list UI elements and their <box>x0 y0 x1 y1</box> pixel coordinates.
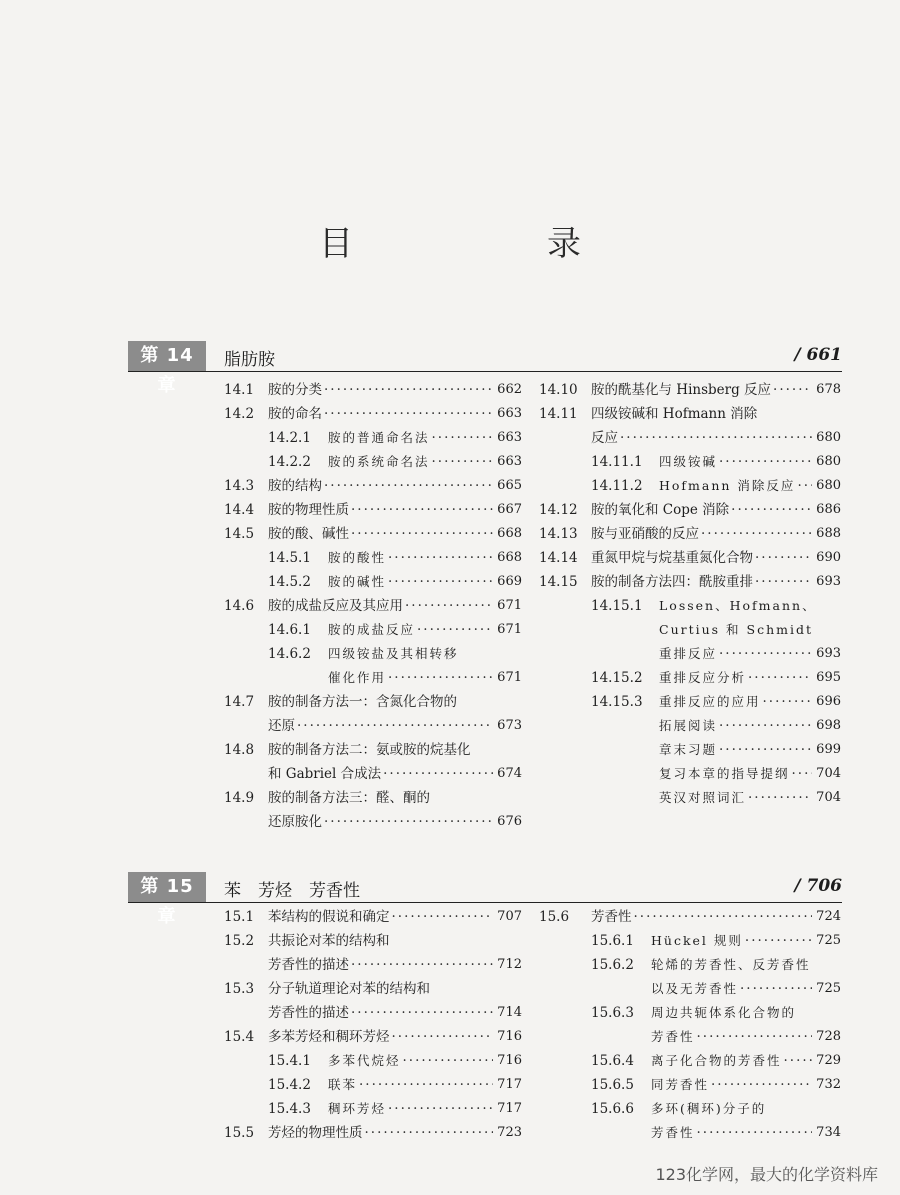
toc-entry[interactable] <box>591 1121 841 1145</box>
toc-entry-page: 714 <box>497 1005 522 1020</box>
toc-entry-page: 704 <box>816 790 841 805</box>
page-title: 目 录 <box>319 224 661 264</box>
toc-entry[interactable] <box>268 642 522 666</box>
toc-entry-title: 胺与亚硝酸的反应 <box>591 526 699 542</box>
toc-entry-number: 15.2 <box>224 933 255 949</box>
toc-entry-page: 693 <box>816 646 841 661</box>
leader-dots <box>719 714 812 738</box>
toc-entry-number: 14.9 <box>224 790 255 806</box>
leader-dots <box>773 378 812 402</box>
toc-entry-page: 667 <box>497 502 522 517</box>
toc-entry-number <box>224 953 268 977</box>
leader-dots <box>324 378 493 402</box>
leader-dots <box>763 690 813 714</box>
toc-entry[interactable] <box>224 690 522 714</box>
toc-entry[interactable] <box>539 905 841 929</box>
toc-entry-number: 14.2 <box>224 406 255 422</box>
toc-entry-title: 芳烃的物理性质 <box>268 1125 363 1141</box>
toc-entry-title: 催化作用 <box>328 670 387 685</box>
toc-entry-number: 15.5 <box>224 1125 255 1141</box>
toc-entry-title: 还原 <box>268 718 295 734</box>
toc-entry[interactable] <box>591 714 841 738</box>
toc-entry-number: 15.6.2 <box>591 957 634 973</box>
leader-dots <box>388 1097 493 1121</box>
toc-entry-number: 14.14 <box>539 550 578 566</box>
toc-entry-title: 多苯代烷烃 <box>328 1053 401 1068</box>
toc-entry-page: 690 <box>816 550 841 565</box>
toc-entry-number: 15.6.1 <box>591 933 634 949</box>
leader-dots <box>351 498 493 522</box>
leader-dots <box>324 402 493 426</box>
toc-entry-page: 693 <box>816 574 841 589</box>
toc-entry-number: 15.6.6 <box>591 1101 634 1117</box>
toc-entry-page: 663 <box>497 454 522 469</box>
toc-entry-number: 15.4.3 <box>268 1101 311 1117</box>
leader-dots <box>748 666 812 690</box>
toc-entry[interactable] <box>591 929 841 953</box>
toc-entry-title: 多苯芳烃和稠环芳烃 <box>268 1029 390 1045</box>
toc-entry[interactable] <box>591 474 841 498</box>
toc-entry-page: 698 <box>816 718 841 733</box>
leader-dots <box>697 1121 813 1145</box>
toc-entry[interactable] <box>591 1049 841 1073</box>
toc-entry-number: 14.10 <box>539 382 578 398</box>
leader-dots <box>405 594 493 618</box>
leader-dots <box>719 642 812 666</box>
toc-entry-page: 671 <box>497 622 522 637</box>
toc-entry-number: 14.5 <box>224 526 255 542</box>
toc-entry-title: 同芳香性 <box>651 1077 710 1092</box>
toc-entry-number: 15.4 <box>224 1029 255 1045</box>
toc-entry-number: 14.3 <box>224 478 255 494</box>
leader-dots <box>784 1049 813 1073</box>
chapter-badge: 第 15 章 <box>128 872 206 902</box>
toc-entry[interactable] <box>268 426 522 450</box>
toc-entry-number: 15.6 <box>539 909 570 925</box>
toc-entry-number <box>591 786 659 810</box>
chapter-page: / 661 <box>794 345 842 365</box>
toc-entry-number: 15.6.4 <box>591 1053 634 1069</box>
toc-entry-page: 688 <box>816 526 841 541</box>
toc-entry[interactable] <box>591 666 841 690</box>
leader-dots <box>719 738 812 762</box>
toc-entry-title: 芳香性的描述 <box>268 1005 349 1021</box>
leader-dots <box>351 1001 493 1025</box>
toc-entry[interactable] <box>591 977 841 1001</box>
leader-dots <box>392 905 494 929</box>
toc-entry[interactable] <box>224 498 522 522</box>
toc-entry-title: 稠环芳烃 <box>328 1101 387 1116</box>
leader-dots <box>432 426 494 450</box>
toc-entry[interactable] <box>539 378 841 402</box>
toc-entry-number <box>591 738 659 762</box>
toc-entry-title: 胺的酰基化与 Hinsberg 反应 <box>591 382 772 398</box>
leader-dots <box>403 1049 494 1073</box>
leader-dots <box>383 762 493 786</box>
toc-entry-title: 胺的制备方法二：氨或胺的烷基化 <box>268 742 471 758</box>
leader-dots <box>701 522 812 546</box>
toc-entry-page: 663 <box>497 430 522 445</box>
toc-entry-page: 665 <box>497 478 522 493</box>
toc-entry-number: 14.15.1 <box>591 598 643 614</box>
leader-dots <box>297 714 493 738</box>
toc-entry-title: 四级铵盐及其相转移 <box>328 646 459 661</box>
toc-entry-title: 重氮甲烷与烷基重氮化合物 <box>591 550 753 566</box>
leader-dots <box>711 1073 812 1097</box>
toc-entry-title: 离子化合物的芳香性 <box>651 1053 782 1068</box>
toc-entry-title: 章末习题 <box>659 742 718 757</box>
toc-entry[interactable] <box>268 666 522 690</box>
toc-entry-page: 680 <box>816 430 841 445</box>
leader-dots <box>388 546 493 570</box>
toc-entry-page: 729 <box>816 1053 841 1068</box>
toc-entry-page: 723 <box>497 1125 522 1140</box>
toc-entry-page: 716 <box>497 1029 522 1044</box>
toc-entry-number <box>591 977 651 1001</box>
toc-entry-page: 725 <box>816 933 841 948</box>
toc-entry-title: 还原胺化 <box>268 814 322 830</box>
leader-dots <box>351 522 493 546</box>
toc-entry-number: 15.4.2 <box>268 1077 311 1093</box>
toc-entry-title: 胺的制备方法一：含氮化合物的 <box>268 694 457 710</box>
toc-entry[interactable] <box>539 402 841 426</box>
toc-entry-number <box>591 1025 651 1049</box>
toc-entry-number <box>591 1121 651 1145</box>
toc-entry-title: 共振论对苯的结构和 <box>268 933 390 949</box>
toc-entry-number: 14.15.3 <box>591 694 643 710</box>
toc-entry-page: 712 <box>497 957 522 972</box>
toc-entry-page: 707 <box>497 909 522 924</box>
toc-entry-number: 14.11.1 <box>591 454 643 470</box>
toc-entry-title: 重排反应的应用 <box>659 694 761 709</box>
toc-entry-title: 和 Gabriel 合成法 <box>268 766 382 782</box>
leader-dots <box>697 1025 813 1049</box>
toc-entry-title: Lossen、Hofmann、 <box>659 598 817 613</box>
toc-entry-title: 胺的物理性质 <box>268 502 349 518</box>
leader-dots <box>719 450 812 474</box>
chapter-page: / 706 <box>794 876 842 896</box>
toc-entry[interactable] <box>224 474 522 498</box>
leader-dots <box>755 546 812 570</box>
watermark: 123化学网，最大的化学资料库 <box>655 1165 878 1184</box>
toc-entry-title: Curtius 和 Schmidt <box>659 622 814 637</box>
toc-entry-title: 胺的命名 <box>268 406 322 422</box>
toc-entry-number <box>268 666 328 690</box>
toc-entry-page: 673 <box>497 718 522 733</box>
toc-entry-number <box>591 762 659 786</box>
toc-entry[interactable] <box>224 905 522 929</box>
toc-entry-title: 胺的系统命名法 <box>328 454 430 469</box>
toc-entry-page: 717 <box>497 1101 522 1116</box>
toc-entry-page: 695 <box>816 670 841 685</box>
toc-entry-title: 芳香性 <box>591 909 632 925</box>
toc-entry-title: 胺的结构 <box>268 478 322 494</box>
toc-entry[interactable] <box>224 953 522 977</box>
toc-entry[interactable] <box>591 1001 841 1025</box>
toc-entry-number: 14.6 <box>224 598 255 614</box>
leader-dots <box>432 450 494 474</box>
toc-entry-page: 680 <box>816 454 841 469</box>
leader-dots <box>740 977 812 1001</box>
leader-dots <box>797 474 812 498</box>
toc-entry-number: 14.11.2 <box>591 478 643 494</box>
toc-entry-page: 717 <box>497 1077 522 1092</box>
toc-entry-page: 699 <box>816 742 841 757</box>
toc-entry-number: 15.1 <box>224 909 255 925</box>
toc-entry-title: 分子轨道理论对苯的结构和 <box>268 981 430 997</box>
toc-entry-number: 14.2.1 <box>268 430 311 446</box>
toc-entry-page: 680 <box>816 478 841 493</box>
toc-entry[interactable] <box>591 1097 841 1121</box>
toc-entry[interactable] <box>224 810 522 834</box>
toc-entry-number: 15.6.3 <box>591 1005 634 1021</box>
toc-entry[interactable] <box>224 1001 522 1025</box>
toc-entry-page: 674 <box>497 766 522 781</box>
toc-entry-page: 676 <box>497 814 522 829</box>
toc-entry[interactable] <box>591 786 841 810</box>
toc-entry-number: 15.6.5 <box>591 1077 634 1093</box>
toc-entry-title: 重排反应分析 <box>659 670 747 685</box>
toc-entry-page: 671 <box>497 598 522 613</box>
toc-entry-number: 14.11 <box>539 406 578 422</box>
toc-entry[interactable] <box>224 594 522 618</box>
toc-entry-title: 胺的酸性 <box>328 550 387 565</box>
toc-entry-number: 14.15 <box>539 574 578 590</box>
toc-entry-title: 多环(稠环)分子的 <box>651 1101 767 1116</box>
toc-entry[interactable] <box>539 498 841 522</box>
toc-entry-number: 14.5.2 <box>268 574 311 590</box>
toc-entry-title: 芳香性 <box>651 1029 695 1044</box>
toc-entry-title: 联苯 <box>328 1077 358 1092</box>
toc-entry[interactable] <box>224 402 522 426</box>
toc-entry-number: 15.3 <box>224 981 255 997</box>
toc-entry-title: 轮烯的芳香性、反芳香性 <box>651 957 811 972</box>
toc-entry-number <box>224 762 268 786</box>
toc-entry-number: 14.13 <box>539 526 578 542</box>
toc-entry-page: 732 <box>816 1077 841 1092</box>
toc-entry[interactable] <box>539 426 841 450</box>
toc-entry[interactable] <box>591 450 841 474</box>
toc-entry-title: 胺的分类 <box>268 382 322 398</box>
toc-entry-title: 四级铵碱 <box>659 454 718 469</box>
toc-entry-page: 734 <box>816 1125 841 1140</box>
toc-entry-number <box>591 642 659 666</box>
toc-entry[interactable] <box>268 618 522 642</box>
toc-entry[interactable] <box>268 1049 522 1073</box>
leader-dots <box>731 498 812 522</box>
toc-entry-page: 716 <box>497 1053 522 1068</box>
toc-entry-title: 胺的制备方法四：酰胺重排 <box>591 574 753 590</box>
toc-entry[interactable] <box>591 762 841 786</box>
toc-entry-number <box>591 618 659 642</box>
toc-entry-number <box>591 714 659 738</box>
leader-dots <box>359 1073 493 1097</box>
toc-entry-title: 胺的普通命名法 <box>328 430 430 445</box>
toc-entry[interactable] <box>591 594 841 618</box>
toc-entry[interactable] <box>591 690 841 714</box>
toc-entry-title: 胺的成盐反应及其应用 <box>268 598 403 614</box>
leader-dots <box>324 810 493 834</box>
toc-entry[interactable] <box>224 929 522 953</box>
toc-entry[interactable] <box>268 570 522 594</box>
toc-entry-page: 724 <box>816 909 841 924</box>
leader-dots <box>365 1121 494 1145</box>
leader-dots <box>324 474 493 498</box>
toc-entry[interactable] <box>591 1025 841 1049</box>
toc-entry-title: 胺的成盐反应 <box>328 622 416 637</box>
toc-entry[interactable] <box>224 378 522 402</box>
toc-entry-page: 668 <box>497 526 522 541</box>
toc-entry[interactable] <box>224 1121 522 1145</box>
toc-entry-page: 704 <box>816 766 841 781</box>
chapter-title: 苯 芳烃 芳香性 <box>224 881 360 901</box>
toc-entry[interactable] <box>268 450 522 474</box>
toc-entry[interactable] <box>224 1025 522 1049</box>
toc-entry-number <box>224 810 268 834</box>
toc-entry-title: 胺的氧化和 Cope 消除 <box>591 502 730 518</box>
toc-entry-title: 苯结构的假说和确定 <box>268 909 390 925</box>
toc-entry[interactable] <box>224 738 522 762</box>
toc-entry[interactable] <box>539 546 841 570</box>
leader-dots <box>388 570 493 594</box>
toc-entry-title: 芳香性的描述 <box>268 957 349 973</box>
toc-entry-page: 686 <box>816 502 841 517</box>
chapter-title: 脂肪胺 <box>224 350 275 370</box>
toc-entry[interactable] <box>591 953 841 977</box>
toc-entry-number: 14.7 <box>224 694 255 710</box>
toc-entry-page: 696 <box>816 694 841 709</box>
toc-entry-page: 663 <box>497 406 522 421</box>
toc-entry-title: 胺的酸、碱性 <box>268 526 349 542</box>
toc-entry-title: 反应 <box>591 430 618 446</box>
toc-entry-number <box>224 1001 268 1025</box>
toc-entry[interactable] <box>268 1073 522 1097</box>
toc-entry-number: 14.4 <box>224 502 255 518</box>
toc-entry[interactable] <box>591 1073 841 1097</box>
toc-entry-title: 四级铵碱和 Hofmann 消除 <box>591 406 758 422</box>
leader-dots <box>634 905 813 929</box>
toc-entry-number: 14.15.2 <box>591 670 643 686</box>
chapter-badge: 第 14 章 <box>128 341 206 371</box>
leader-dots <box>755 570 812 594</box>
toc-entry-number: 14.8 <box>224 742 255 758</box>
toc-entry-title: 复习本章的指导提纲 <box>659 766 790 781</box>
toc-entry-title: 重排反应 <box>659 646 718 661</box>
toc-entry[interactable] <box>224 977 522 1001</box>
toc-entry[interactable] <box>539 570 841 594</box>
toc-entry-title: 胺的制备方法三：醛、酮的 <box>268 790 430 806</box>
toc-entry-title: 胺的碱性 <box>328 574 387 589</box>
toc-entry-title: 英汉对照词汇 <box>659 790 747 805</box>
toc-entry-title: 周边共轭体系化合物的 <box>651 1005 797 1020</box>
toc-entry[interactable] <box>224 522 522 546</box>
leader-dots <box>745 929 812 953</box>
leader-dots <box>388 666 493 690</box>
toc-entry[interactable] <box>539 522 841 546</box>
toc-entry-title: Hofmann 消除反应 <box>659 478 796 493</box>
toc-entry-page: 725 <box>816 981 841 996</box>
toc-entry-title: Hückel 规则 <box>651 933 743 948</box>
toc-entry[interactable] <box>268 546 522 570</box>
leader-dots <box>748 786 812 810</box>
leader-dots <box>351 953 493 977</box>
toc-entry-number <box>539 426 591 450</box>
toc-entry[interactable] <box>591 738 841 762</box>
toc-entry[interactable] <box>224 714 522 738</box>
toc-entry-title: 芳香性 <box>651 1125 695 1140</box>
toc-entry[interactable] <box>268 1097 522 1121</box>
toc-entry-page: 669 <box>497 574 522 589</box>
toc-entry-page: 671 <box>497 670 522 685</box>
toc-entry-title: 拓展阅读 <box>659 718 718 733</box>
toc-entry-page: 678 <box>816 382 841 397</box>
toc-entry-page: 728 <box>816 1029 841 1044</box>
toc-entry-number: 14.1 <box>224 382 255 398</box>
toc-entry[interactable] <box>591 618 841 642</box>
leader-dots <box>792 762 813 786</box>
toc-entry-number: 14.5.1 <box>268 550 311 566</box>
toc-entry-number: 14.6.1 <box>268 622 311 638</box>
leader-dots <box>620 426 812 450</box>
toc-entry-page: 662 <box>497 382 522 397</box>
toc-entry-title: 以及无芳香性 <box>651 981 739 996</box>
toc-entry-number <box>224 714 268 738</box>
toc-entry-number: 15.4.1 <box>268 1053 311 1069</box>
toc-entry-number: 14.12 <box>539 502 578 518</box>
toc-entry-number: 14.2.2 <box>268 454 311 470</box>
toc-entry[interactable] <box>224 762 522 786</box>
toc-entry-page: 668 <box>497 550 522 565</box>
toc-entry-number: 14.6.2 <box>268 646 311 662</box>
leader-dots <box>417 618 493 642</box>
toc-entry[interactable] <box>591 642 841 666</box>
toc-entry[interactable] <box>224 786 522 810</box>
leader-dots <box>392 1025 494 1049</box>
